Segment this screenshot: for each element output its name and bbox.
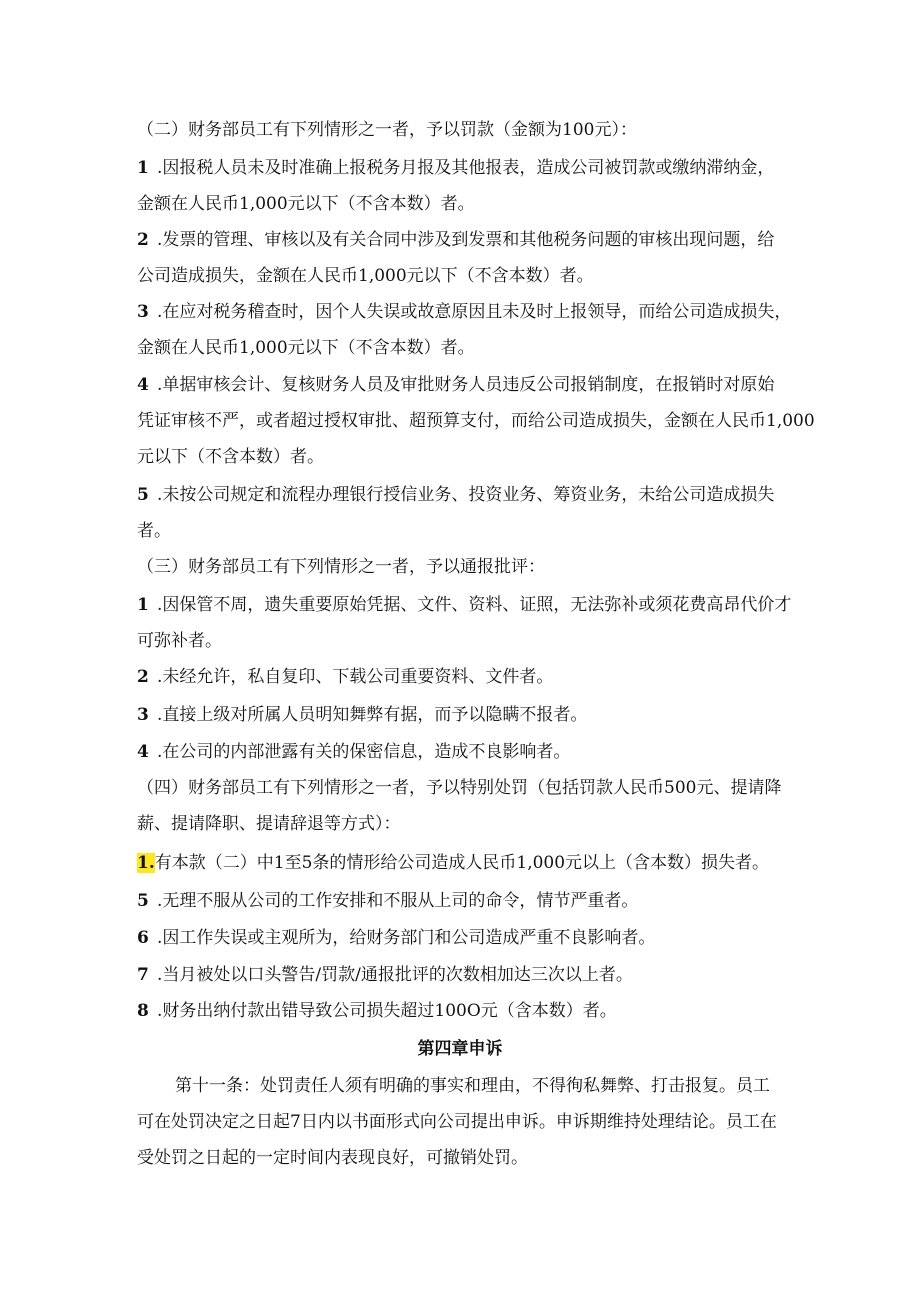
item-text: .发票的管理、审核以及有关合同中涉及到发票和其他税务问题的审核出现问题，给 [157,230,775,250]
section-2-title: （二）财务部员工有下列情形之一者，予以罚款（金额为100元）： [137,120,637,140]
s4-item-5 [137,883,797,919]
item-text: .因工作失误或主观所为，给财务部门和公司造成严重不良影响者。 [157,928,656,948]
chapter-title: 第四章申诉 [417,1039,503,1059]
item-text: .当月被处以口头警告/罚款/通报批评的次数相加达三次以上者。 [157,965,633,985]
s3-item-4 [137,734,797,770]
item-number: 4 [137,375,149,395]
s2-item-5-line-1 [137,477,797,513]
item-text: .因报税人员未及时准确上报税务月报及其他报表，造成公司被罚款或缴纳滞纳金， [157,158,775,178]
s4-item-7 [137,957,797,993]
item-text: .直接上级对所属人员明知舞弊有据，而予以隐瞒不报者。 [157,705,588,725]
item-number: 2 [137,667,149,687]
highlighted-item-number: 1. [137,853,155,873]
s2-item-3-line-2: 金额在人民币1,000元以下（不含本数）者。 [137,338,475,358]
item-text: .在应对税务稽查时，因个人失误或故意原因且未及时上报领导，而给公司造成损失， [157,302,792,322]
s2-item-4-line-2: 凭证审核不严，或者超过授权审批、超预算支付，而给公司造成损失，金额在人民币1,000 [137,411,815,431]
item-text: .财务出纳付款出错导致公司损失超过100O元（含本数）者。 [157,1001,617,1021]
article-line-3: 受处罚之日起的一定时间内表现良好，可撤销处罚。 [137,1148,528,1168]
s2-item-1-line-2: 金额在人民币1,000元以下（不含本数）者。 [137,194,475,214]
s2-item-2-line-1 [137,222,797,258]
item-text: .单据审核会计、复核财务人员及审批财务人员违反公司报销制度，在报销时对原始 [157,375,775,395]
s2-item-5-line-2: 者。 [137,521,171,541]
item-text: .因保管不周，遗失重要原始凭据、文件、资料、证照，无法弥补或须花费高昂代价才 [157,595,792,615]
item-number: 5 [137,485,149,505]
item-number: 4 [137,742,149,762]
section-4-title-line-2: 薪、提请降职、提请辞退等方式）： [137,814,401,834]
s2-item-2-line-2: 公司造成损失，金额在人民币1,000元以下（不含本数）者。 [137,266,594,286]
s2-item-4-line-1 [137,367,797,403]
s3-item-1-line-2: 可弥补者。 [137,631,222,651]
item-number: 6 [137,928,149,948]
s4-item-8 [137,993,797,1029]
item-text: .未经允许，私自复印、下载公司重要资料、文件者。 [157,667,554,687]
item-text: .在公司的内部泄露有关的保密信息，造成不良影响者。 [157,742,571,762]
article-line-1: 第十一条：处罚责任人须有明确的事实和理由，不得徇私舞弊、打击报复。员工 [175,1076,770,1096]
article-line-2: 可在处罚决定之日起7日内以书面形式向公司提出申诉。申诉期维持处理结论。员工在 [137,1112,777,1132]
s2-item-1-line-1 [137,150,797,186]
s3-item-3 [137,697,797,733]
item-number: 2 [137,230,149,250]
s4-item-6 [137,920,797,956]
item-number: 3 [137,705,149,725]
item-text: 有本款（二）中1至5条的情形给公司造成人民币1,000元以上（含本数）损失者。 [154,853,770,873]
section-4-title-line-1: （四）财务部员工有下列情形之一者，予以特别处罚（包括罚款人民币500元、提请降 [137,778,782,798]
section-3-title: （三）财务部员工有下列情形之一者，予以通报批评： [137,557,545,577]
item-text: .未按公司规定和流程办理银行授信业务、投资业务、筹资业务，未给公司造成损失 [157,485,775,505]
s2-item-3-line-1 [137,294,797,330]
item-number: 3 [137,302,149,322]
item-number: 5 [137,891,149,911]
s4-item-1 [137,845,797,881]
item-number: 7 [137,965,149,985]
s2-item-4-line-3: 元以下（不含本数）者。 [137,447,324,467]
s3-item-2 [137,659,797,695]
item-number: 1 [137,595,149,615]
s3-item-1-line-1 [137,587,797,623]
item-number: 8 [137,1001,149,1021]
item-text: .无理不服从公司的工作安排和不服从上司的命令，情节严重者。 [157,891,639,911]
item-number: 1 [137,158,149,178]
